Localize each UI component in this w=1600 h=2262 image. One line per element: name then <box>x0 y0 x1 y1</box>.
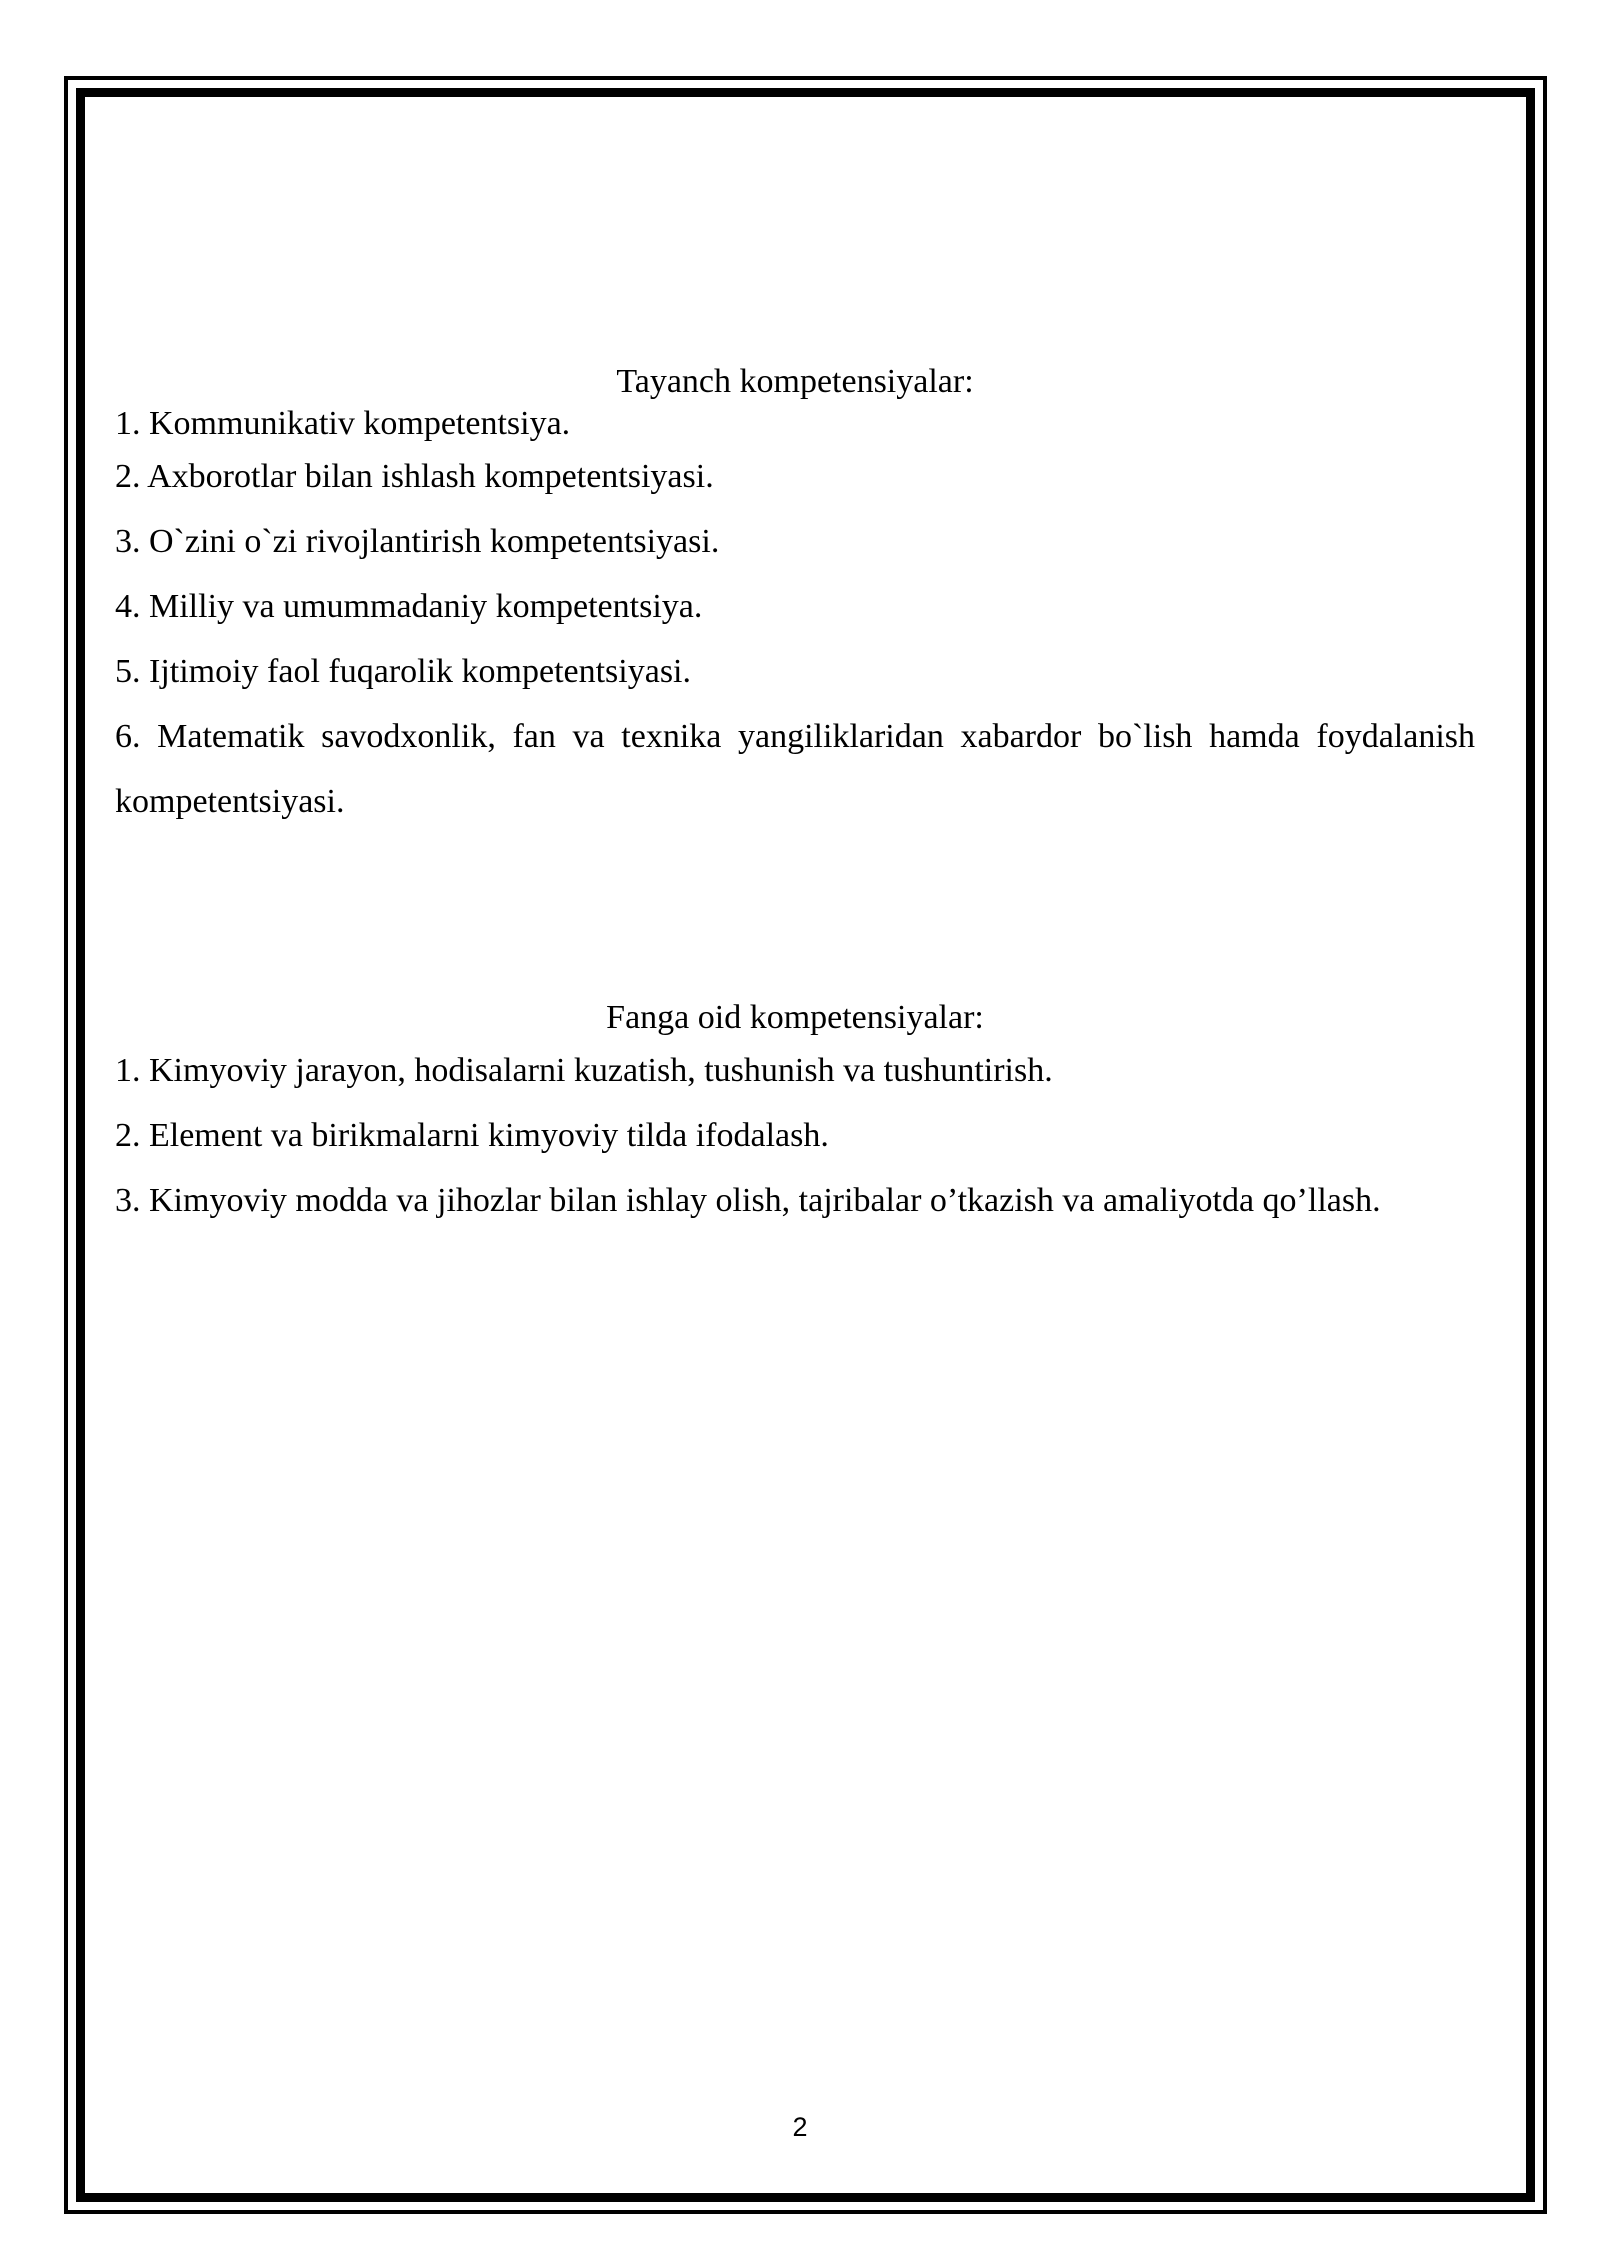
page-number: 2 <box>792 2112 808 2142</box>
list-item: 1. Kimyoviy jarayon, hodisalarni kuzatish, tushunish va tushuntirish. <box>115 1052 1053 1089</box>
subject-competencies-section <box>115 998 1475 1233</box>
list-item: 3. O`zini o`zi rivojlantirish kompetentsiyasi. <box>115 523 720 560</box>
basic-competencies-section <box>115 362 1475 834</box>
list-item: 2. Axborotlar bilan ishlash kompetentsiyasi. <box>115 458 714 495</box>
section-heading: Fanga oid kompetensiyalar: <box>606 999 984 1036</box>
list-item: 1. Kommunikativ kompetentsiya. <box>115 405 571 442</box>
list-item: 2. Element va birikmalarni kimyoviy tilda ifodalash. <box>115 1117 829 1154</box>
list-item: 6. Matematik savodxonlik, fan va texnika yangiliklaridan xabardor bo`lish hamda foydalanish kompetentsiyasi. <box>115 718 1475 820</box>
list-item: 3. Kimyoviy modda va jihozlar bilan ishlay olish, tajribalar o’tkazish va amaliyotda qo’llash. <box>115 1182 1381 1219</box>
list-item: 4. Milliy va umummadaniy kompetentsiya. <box>115 588 703 625</box>
section-heading: Tayanch kompetensiyalar: <box>616 363 974 400</box>
list-item: 5. Ijtimoiy faol fuqarolik kompetentsiyasi. <box>115 653 692 690</box>
